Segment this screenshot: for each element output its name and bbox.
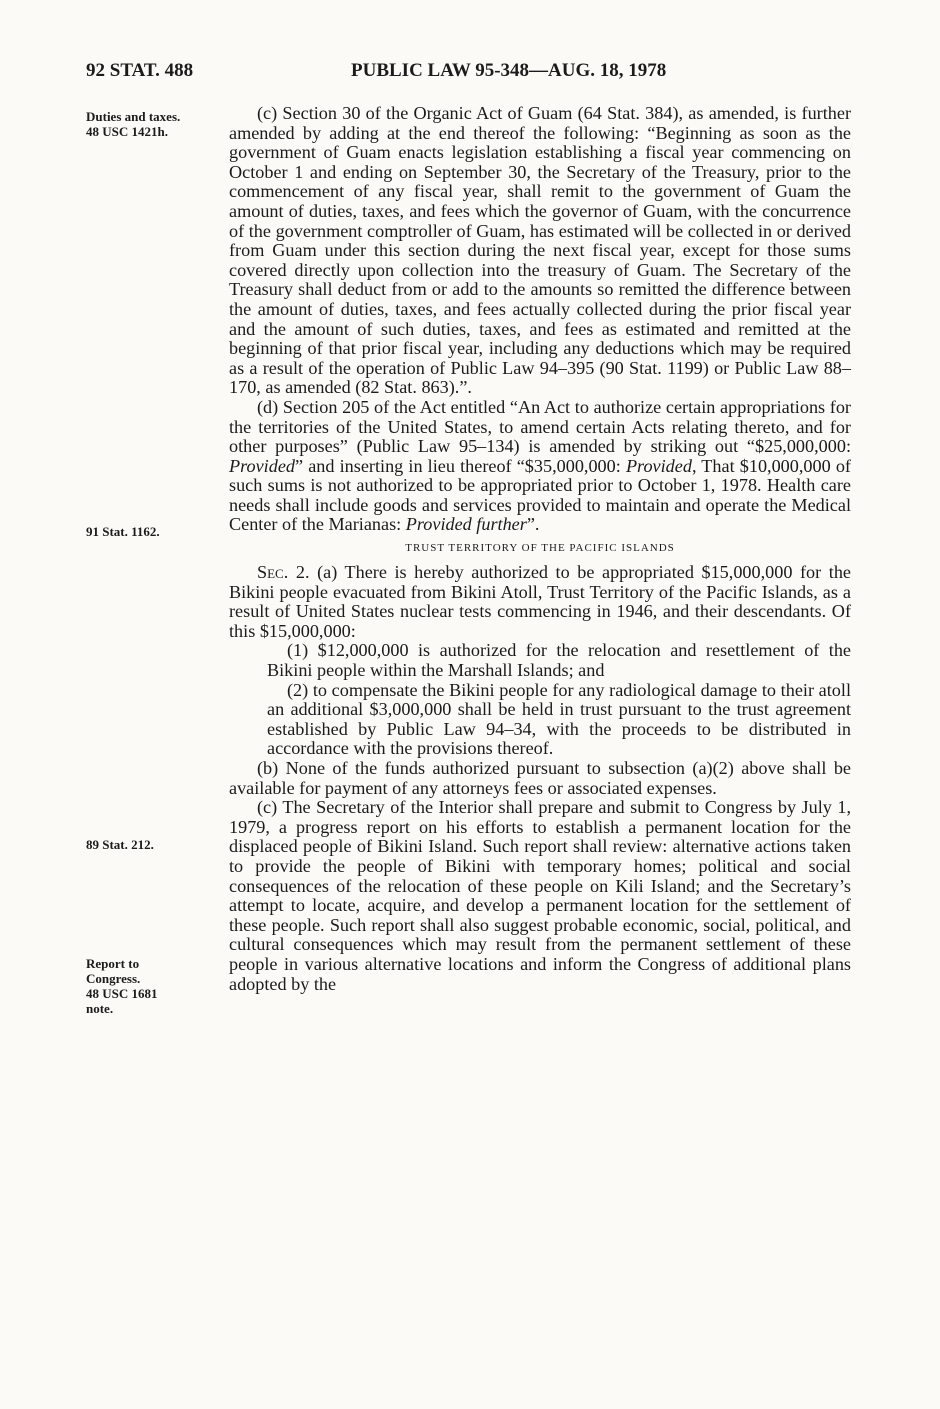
text-run: ” and inserting in lieu thereof “$35,000,000: bbox=[295, 455, 626, 476]
text-run: (d) Section 205 of the Act entitled “An Act to authorize certain appropriations for the territories of the United States, to amend certain Acts relating thereto, and for other purposes” (Public Law 95–134) is amended by striking out “$25,000,000: bbox=[229, 396, 851, 457]
margin-note-line: 48 USC 1681 bbox=[86, 986, 158, 1001]
text-run: ”. bbox=[526, 514, 540, 535]
italic-run: Provided further bbox=[405, 514, 527, 535]
margin-note-line: Duties and taxes. bbox=[86, 109, 181, 124]
margin-note-line: Congress. bbox=[86, 971, 141, 986]
paragraph-d bbox=[229, 398, 851, 535]
paragraph-c-report: (c) The Secretary of the Interior shall prepare and submit to Congress by July 1, 1979, a progress report on his efforts to establish a permanent location for the displaced people of Bikini Island. Such report shall review: alternative actions taken to provide the people of Bikini with temporary homes; political and social consequences of the relocation of these people on Kili Island; and the Secretary’s attempt to locate, acquire, and develop a permanent location for the settlement of these people. Such report shall also suggest probable economic, social, political, and cultural consequences which may result from the permanent settlement of these people in various alternative locations and inform the Congress of additional plans adopted by the bbox=[229, 797, 851, 994]
margin-note-line: Report to bbox=[86, 956, 140, 971]
margin-note-line: note. bbox=[86, 1001, 114, 1016]
text-run: , That $10,000,000 of such sums is not authorized to be appropriated prior to October 1, 1978. Health care needs shall include goods and services provided to maintain and operate the Medical Center of the Marianas: bbox=[229, 455, 851, 535]
section-title: TRUST TERRITORY OF THE PACIFIC ISLANDS bbox=[405, 542, 675, 555]
text-run: (a) There is hereby authorized to be appropriated $15,000,000 for the Bikini people evacuated from Bikini Atoll, Trust Territory of the Pacific Islands, as a result of United States nuclear tests commencing in 1946, and their descendants. Of this $15,000,000: bbox=[229, 562, 852, 641]
margin-note-duties bbox=[86, 109, 216, 139]
italic-run: Provided bbox=[229, 455, 295, 476]
law-title: PUBLIC LAW 95-348—AUG. 18, 1978 bbox=[351, 60, 667, 81]
margin-note-report bbox=[86, 956, 216, 1016]
list-item-1: (1) $12,000,000 is authorized for the relocation and resettlement of the Bikini people within the Marshall Islands; and bbox=[267, 640, 851, 681]
body-text bbox=[229, 104, 851, 994]
paragraph-sec2-a bbox=[229, 563, 851, 641]
paragraph-b: (b) None of the funds authorized pursuant to subsection (a)(2) above shall be available for payment of any attorneys fees or associated expenses. bbox=[229, 758, 851, 798]
paragraph-c-guam: (c) Section 30 of the Organic Act of Guam (64 Stat. 384), as amended, is further amended by adding at the end thereof the following: “Beginning as soon as the government of Guam enacts legislation establishing a fiscal year commencing on October 1 and ending on September 30, the Secretary of the Treasury, prior to the commencement of any fiscal year, shall remit to the government of Guam the amount of duties, taxes, and fees which the governor of Guam, with the concurrence of the government comptroller of Guam, has estimated will be collected in or derived from Guam under this section during the next fiscal year, except for those sums covered directly upon collection into the treasury of Guam. The Secretary of the Treasury shall deduct from or add to the amounts so remitted the difference between the amount of duties, taxes, and fees actually collected during the prior fiscal year and the amount of such duties, taxes, and fees as estimated and remitted at the beginning of that prior fiscal year, including any deductions which may be required as a result of the operation of Public Law 94–395 (90 Stat. 1199) or Public Law 88–170, as amended (82 Stat. 863).”. bbox=[229, 103, 851, 398]
margin-note-stat-212: 89 Stat. 212. bbox=[86, 837, 154, 852]
italic-run: Provided bbox=[625, 455, 692, 476]
margin-note-stat-1162: 91 Stat. 1162. bbox=[86, 524, 160, 539]
list-item-2: (2) to compensate the Bikini people for any radiological damage to their atoll an additional $3,000,000 shall be held in trust pursuant to the trust agreement established by Public Law 94–34, with the proceeds to be distributed in accordance with the provisions thereof. bbox=[267, 679, 851, 759]
section-label: Sec. 2. bbox=[257, 562, 310, 583]
stat-page-number: 92 STAT. 488 bbox=[86, 60, 194, 81]
margin-note-line: 48 USC 1421h. bbox=[86, 124, 168, 139]
